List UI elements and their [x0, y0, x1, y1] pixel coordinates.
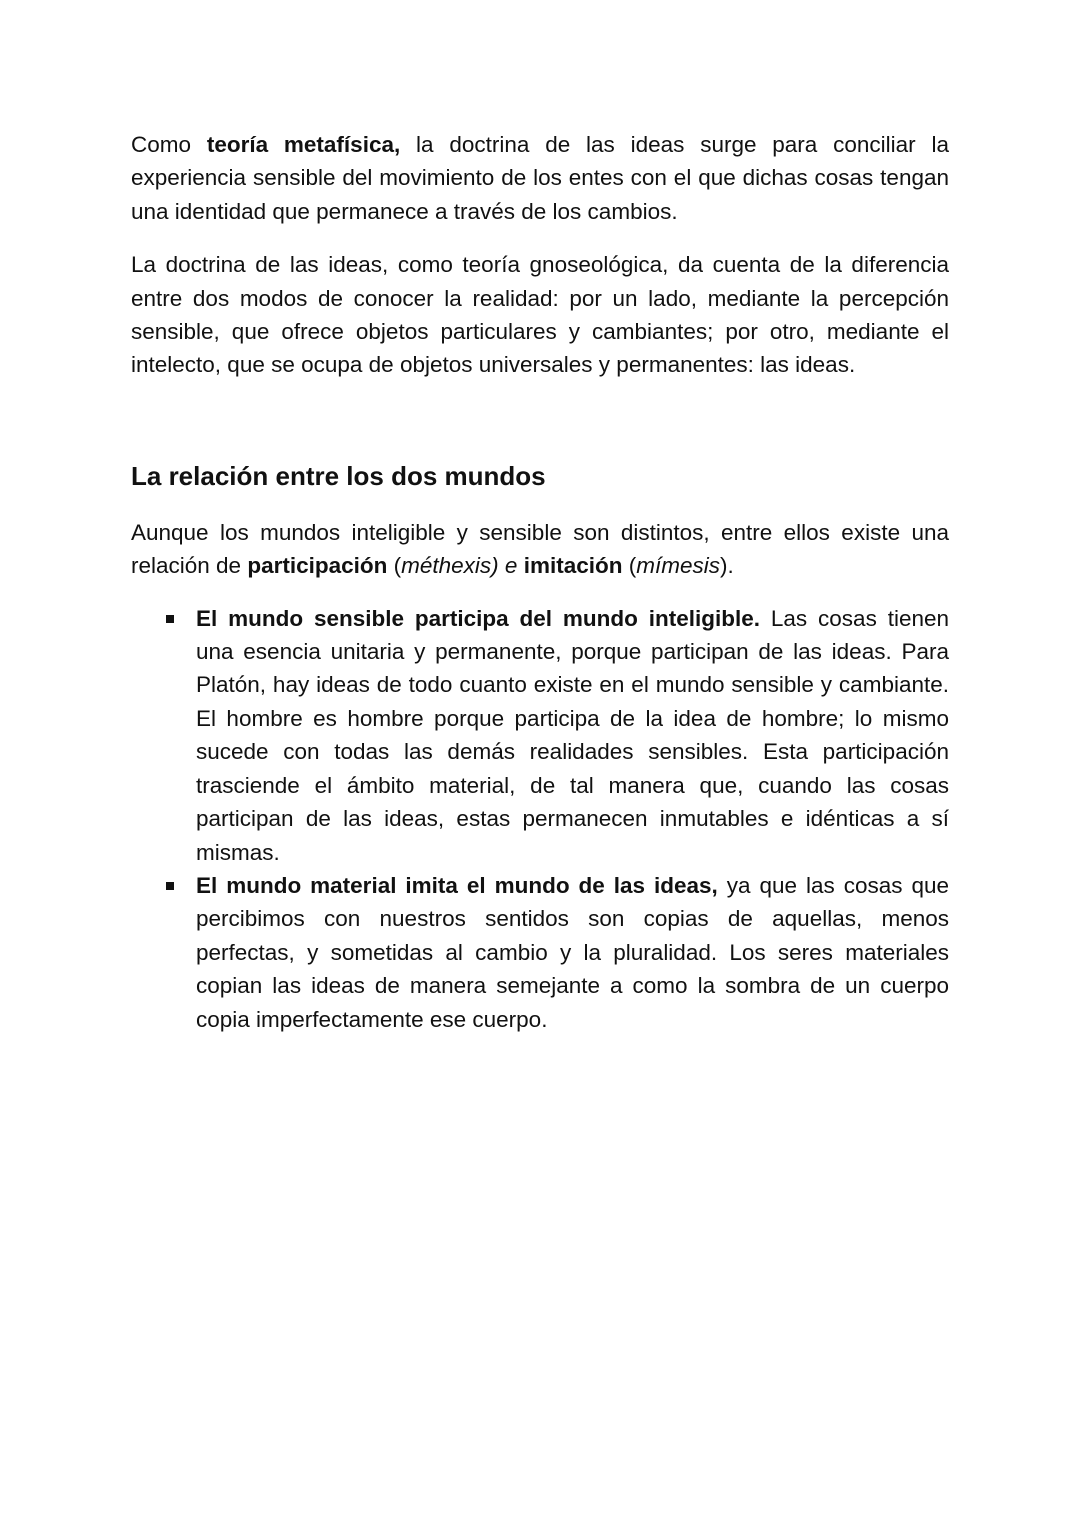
bullet-text: ya que las cosas que percibimos con nuestros sentidos son copias de aquellas, menos perfectas, y sometidas al cambio y la pluralidad. Los seres materiales copian las ideas de manera semejante a como la sombra de un cuerpo copia imperfectamente ese cuerpo. — [196, 872, 949, 1032]
bold-term-metaphysics: teoría metafísica, — [206, 132, 401, 157]
bullet-bold-lead: El mundo sensible participa del mundo inteligible. — [196, 605, 761, 631]
paragraph-text: la doctrina de las ideas surge para conciliar la experiencia sensible del movimiento de los entes con el que dichas cosas tengan una identidad que permanece a través de los cambios. — [131, 132, 949, 224]
paragraph-lead: Como — [131, 132, 207, 157]
bold-term-imitation: imitación — [523, 553, 623, 579]
paragraph-text: ( — [387, 553, 402, 579]
list-item — [196, 602, 949, 869]
paragraph-text: ( — [622, 553, 637, 579]
italic-term-methexis: méthexis) e — [401, 553, 518, 579]
bullet-text: Las cosas tienen una esencia unitaria y permanente, porque participan de las ideas. Para Platón, hay ideas de todo cuanto existe en el mundo sensible y cambiante. El hombre es hombre porque participa de la idea de hombre; lo mismo sucede con todas las demás realidades sensibles. Esta participación trasciende el ámbito material, de tal manera que, cuando las cosas participan de las ideas, estas permanecen inmutables e idénticas a sí mismas. — [196, 605, 949, 865]
bold-term-participation: participación — [247, 553, 388, 579]
paragraph-gnoseology: La doctrina de las ideas, como teoría gnoseológica, da cuenta de la diferencia entre dos modos de conocer la realidad: por un lado, mediante la percepción sensible, que ofrece objetos particulares y cambiantes; por otro, mediante el intelecto, que se ocupa de objetos universales y permanentes: las ideas. — [131, 252, 949, 378]
bullet-bold-lead: El mundo material imita el mundo de las ideas, — [196, 872, 718, 898]
paragraph-text: ). — [719, 553, 734, 579]
list-item — [196, 869, 949, 1036]
paragraph-text: Aunque los mundos inteligible y sensible son distintos, entre ellos existe una relación de — [131, 519, 949, 579]
section-title: La relación entre los dos mundos — [131, 460, 546, 491]
bullet-list — [131, 602, 949, 1036]
square-bullet-icon — [166, 882, 174, 890]
paragraph-relation — [131, 516, 949, 583]
square-bullet-icon — [166, 615, 174, 623]
document-page — [131, 128, 949, 1036]
paragraph-metaphysics — [131, 128, 949, 228]
italic-term-mimesis: mímesis — [636, 553, 720, 579]
